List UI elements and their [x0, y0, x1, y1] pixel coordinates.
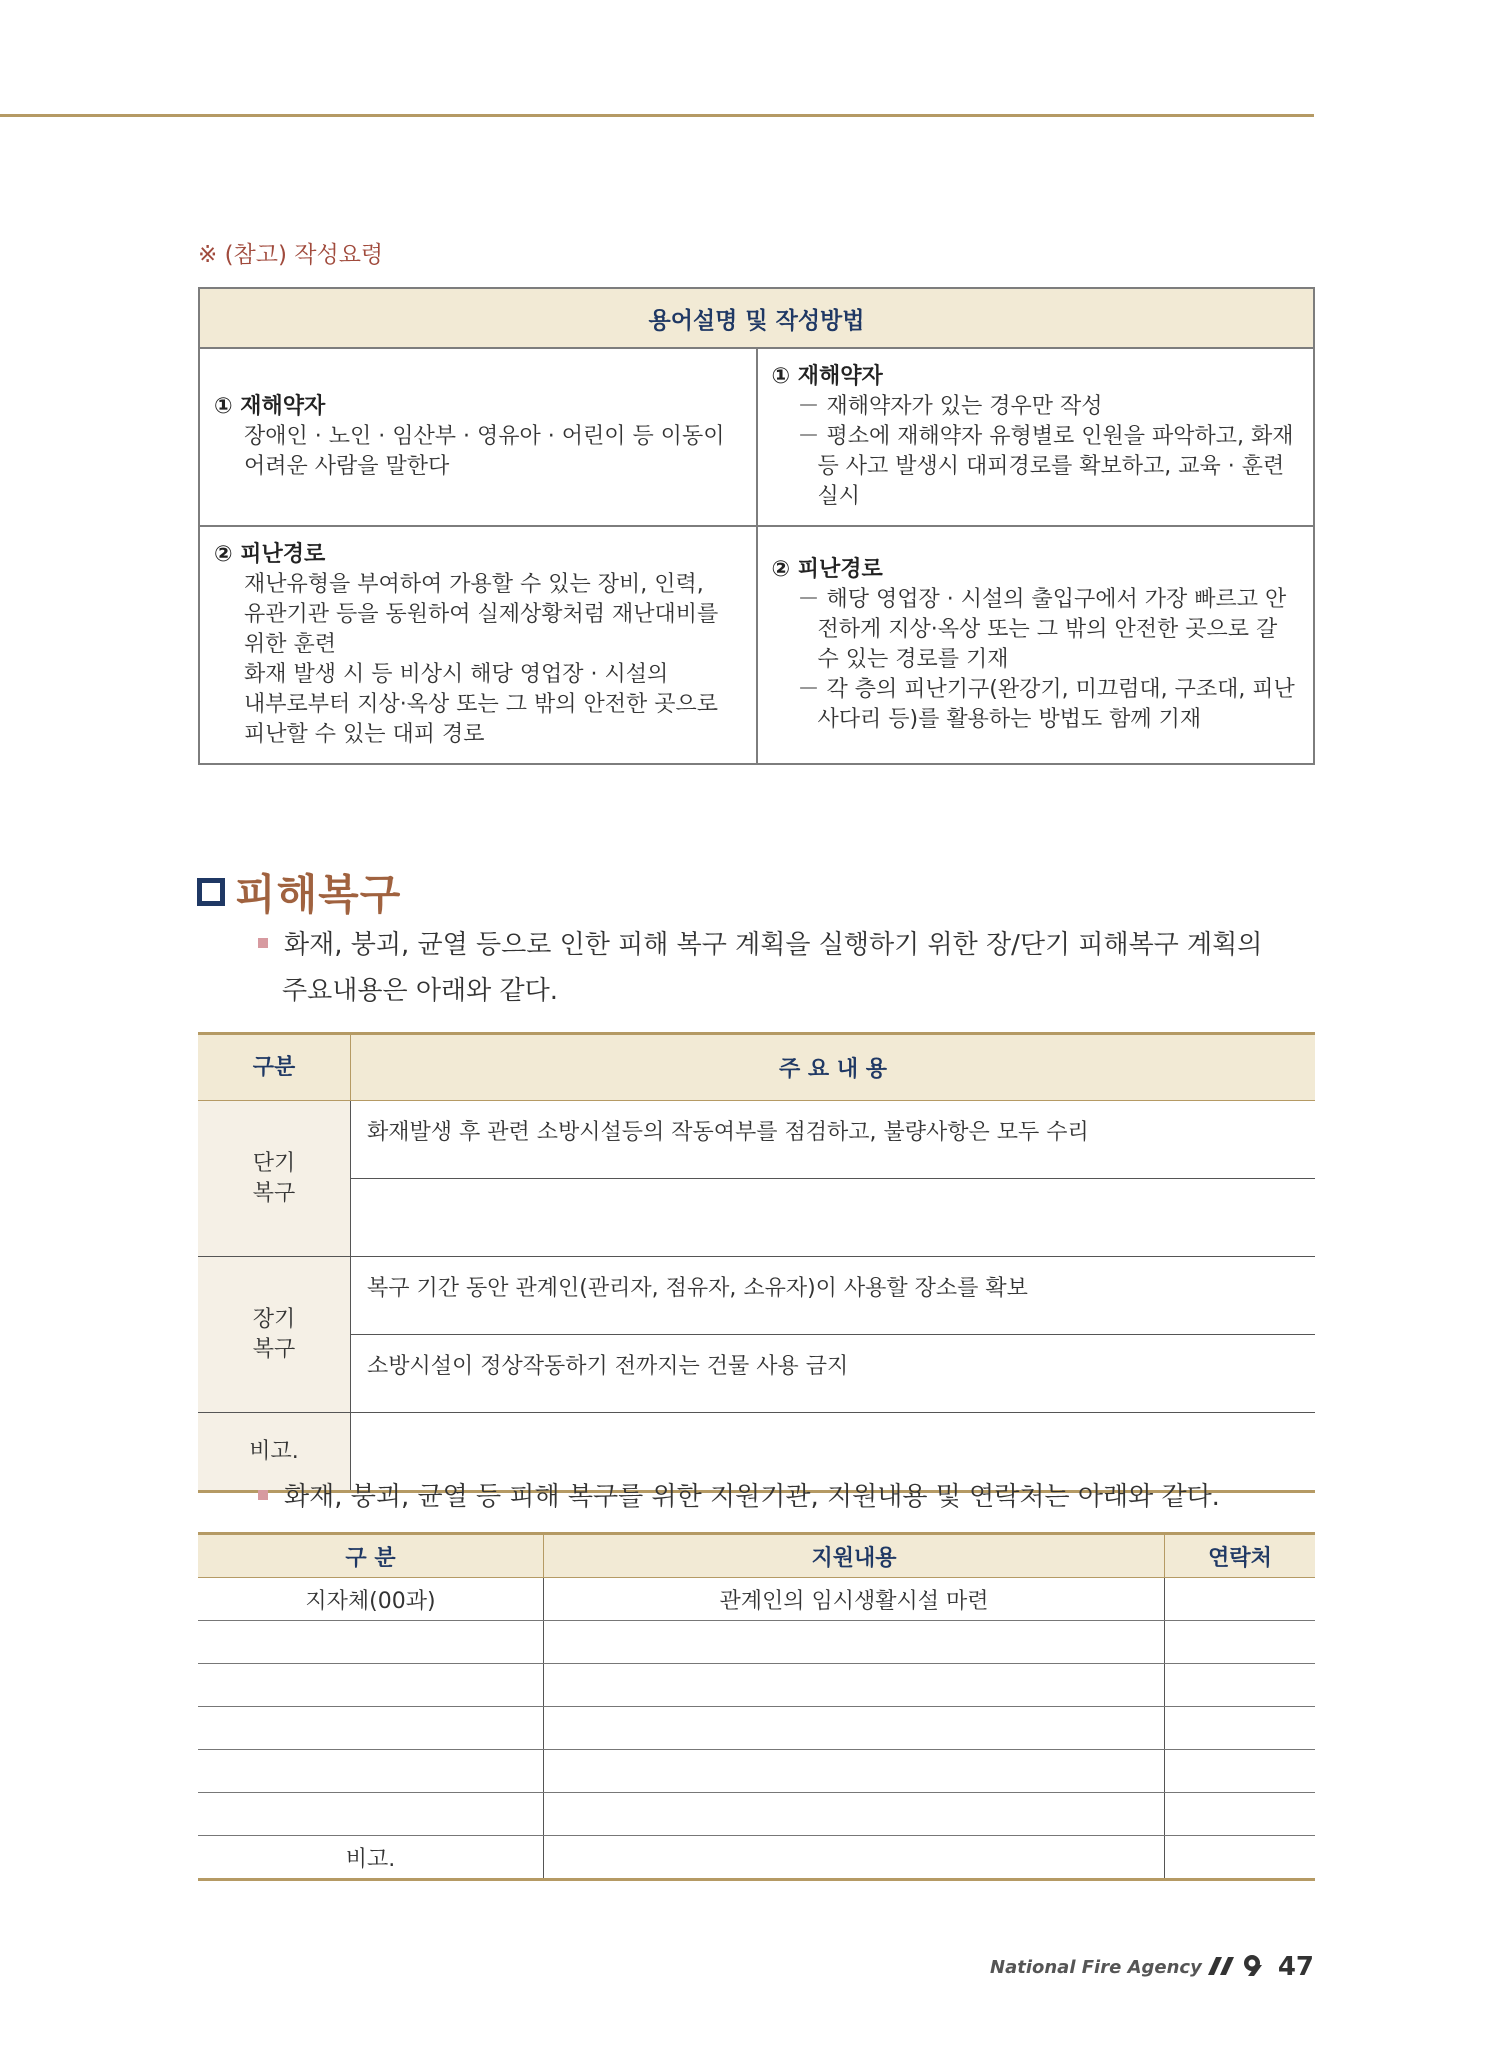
table-row — [198, 1664, 1315, 1707]
method-cell — [757, 348, 1315, 526]
table-row — [198, 1578, 1315, 1621]
term-title: ① 재해약자 — [214, 394, 326, 419]
method-cell — [757, 526, 1315, 764]
method-line: － 평소에 재해약자 유형별로 인원을 파악하고, 화재 등 사고 발생시 대피경로를 확보하고, 교육 · 훈련 실시 — [797, 424, 1294, 509]
table-row — [199, 348, 1314, 526]
page-number: 47 — [1277, 1952, 1314, 1982]
support-agency — [198, 1707, 544, 1750]
method-line: － 재해약자가 있는 경우만 작성 — [797, 394, 1103, 419]
method-title: ② 피난경로 — [771, 557, 883, 582]
short-term-item — [351, 1179, 1316, 1257]
term-line: 유관기관 등을 동원하여 실제상황처럼 재난대비를 — [244, 602, 719, 627]
support-agency — [198, 1793, 544, 1836]
support-table — [198, 1532, 1315, 1881]
support-content — [544, 1707, 1165, 1750]
term-cell — [199, 526, 757, 764]
support-content — [544, 1750, 1165, 1793]
support-contact — [1165, 1793, 1316, 1836]
table-row — [198, 1101, 1315, 1179]
table-row — [198, 1179, 1315, 1257]
col-header-category: 구분 — [198, 1034, 351, 1101]
support-agency: 지자체(00과) — [198, 1578, 544, 1621]
term-line: 내부로부터 지상·옥상 또는 그 밖의 안전한 곳으로 — [244, 692, 718, 717]
table-row — [198, 1707, 1315, 1750]
agency-name: National Fire Agency — [990, 1956, 1202, 1978]
long-term-label: 장기 복구 — [198, 1257, 351, 1413]
top-rule — [0, 114, 1314, 117]
support-agency — [198, 1750, 544, 1793]
short-term-label: 단기 복구 — [198, 1101, 351, 1257]
support-contact — [1165, 1707, 1316, 1750]
support-note-contact — [1165, 1836, 1316, 1880]
intro-line: 주요내용은 아래와 같다. — [282, 976, 558, 1006]
col-header-contact: 연락처 — [1165, 1534, 1316, 1578]
reference-table-header: 용어설명 및 작성방법 — [199, 288, 1314, 348]
support-content: 관계인의 임시생활시설 마련 — [544, 1578, 1165, 1621]
support-contact — [1165, 1621, 1316, 1664]
support-contact — [1165, 1750, 1316, 1793]
page-footer — [990, 1952, 1314, 1982]
support-content — [544, 1664, 1165, 1707]
square-bullet-icon — [197, 878, 225, 906]
term-line: 재난유형을 부여하여 가용할 수 있는 장비, 인력, — [244, 572, 704, 597]
method-title: ① 재해약자 — [771, 364, 883, 389]
support-contact — [1165, 1578, 1316, 1621]
short-term-item: 화재발생 후 관련 소방시설등의 작동여부를 점검하고, 불량사항은 모두 수리 — [351, 1101, 1316, 1179]
recovery-table — [198, 1032, 1315, 1493]
table-row — [198, 1257, 1315, 1335]
bullet-icon — [258, 1490, 268, 1500]
method-line: － 각 층의 피난기구(완강기, 미끄럼대, 구조대, 피난사다리 등)를 활용하는 방법도 함께 기재 — [797, 677, 1295, 732]
reference-note: ※ (참고) 작성요령 — [198, 242, 384, 268]
term-line: 피난할 수 있는 대피 경로 — [244, 722, 485, 747]
section-heading — [197, 862, 401, 922]
support-note-label: 비고. — [198, 1836, 544, 1880]
support-line: 화재, 붕괴, 균열 등 피해 복구를 위한 지원기관, 지원내용 및 연락처는 아래와 같다. — [284, 1482, 1220, 1512]
table-row — [199, 526, 1314, 764]
support-content — [544, 1621, 1165, 1664]
table-row — [198, 1836, 1315, 1880]
reference-table — [198, 287, 1315, 765]
col-header-content: 주 요 내 용 — [351, 1034, 1316, 1101]
support-paragraph — [258, 1474, 1220, 1520]
note-label: 비고. — [198, 1413, 351, 1492]
col-header-category: 구 분 — [198, 1534, 544, 1578]
support-content — [544, 1793, 1165, 1836]
support-contact — [1165, 1664, 1316, 1707]
support-agency — [198, 1621, 544, 1664]
table-row — [198, 1621, 1315, 1664]
term-line: 화재 발생 시 등 비상시 해당 영업장 · 시설의 — [244, 662, 669, 687]
table-row — [198, 1750, 1315, 1793]
col-header-support: 지원내용 — [544, 1534, 1165, 1578]
term-cell — [199, 348, 757, 526]
term-title: ② 피난경로 — [214, 542, 326, 567]
intro-paragraph — [258, 922, 1316, 1014]
long-term-item: 복구 기간 동안 관계인(관리자, 점유자, 소유자)이 사용할 장소를 확보 — [351, 1257, 1316, 1335]
table-row — [198, 1793, 1315, 1836]
section-title: 피해복구 — [235, 870, 402, 919]
term-line: 위한 훈련 — [244, 632, 337, 657]
long-term-item: 소방시설이 정상작동하기 전까지는 건물 사용 금지 — [351, 1335, 1316, 1413]
support-note-content — [544, 1836, 1165, 1880]
nfa-119-logo-icon — [1206, 1953, 1268, 1981]
bullet-icon — [258, 938, 268, 948]
term-line: 장애인 · 노인 · 임산부 · 영유아 · 어린이 등 이동이 — [244, 424, 725, 449]
term-line: 어려운 사람을 말한다 — [244, 454, 450, 479]
method-line: － 해당 영업장 · 시설의 출입구에서 가장 빠르고 안전하게 지상·옥상 또는 그 밖의 안전한 곳으로 갈 수 있는 경로를 기재 — [797, 587, 1287, 672]
intro-line: 화재, 붕괴, 균열 등으로 인한 피해 복구 계획을 실행하기 위한 장/단기 피해복구 계획의 — [284, 930, 1263, 960]
table-row — [198, 1335, 1315, 1413]
support-agency — [198, 1664, 544, 1707]
